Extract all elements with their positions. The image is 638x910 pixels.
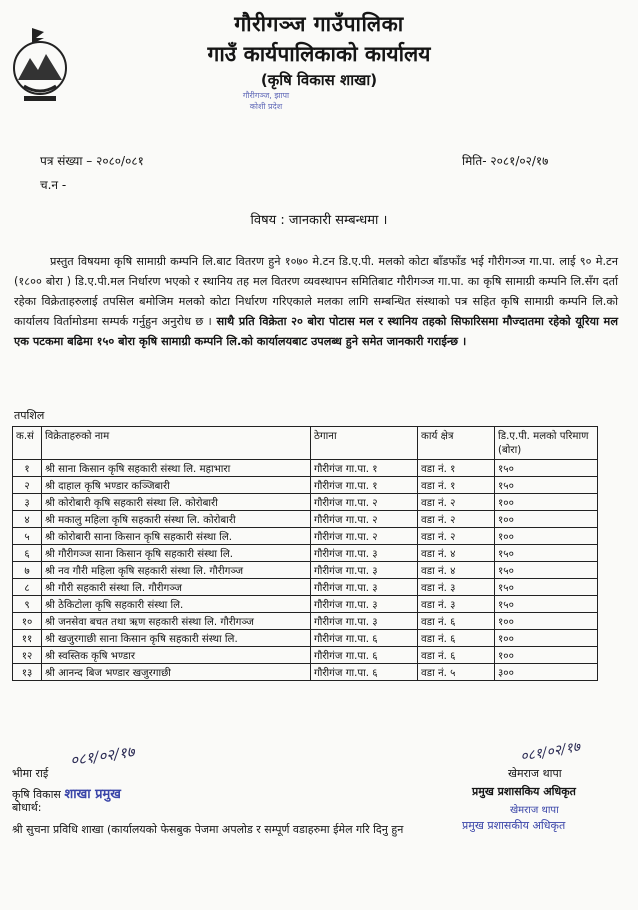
right-handwritten-date: ०८१/०२/१७ <box>519 738 582 766</box>
cell-ward: वडा नं. ६ <box>418 613 495 630</box>
col-dealer-name: विक्रेताहरुको नाम <box>42 427 311 460</box>
table-row <box>13 664 598 681</box>
right-signatory-name: खेमराज थापा <box>508 767 562 780</box>
cell-address: गौरीगंज गा.पा. ३ <box>311 545 418 562</box>
col-serial: क.सं <box>13 427 42 460</box>
letter-date: मिति- २०८१/०२/१७ <box>462 154 549 168</box>
cell-address: गौरीगंज गा.पा. ३ <box>311 613 418 630</box>
cell-ward: वडा नं. ३ <box>418 596 495 613</box>
cell-address: गौरीगंज गा.पा. २ <box>311 494 418 511</box>
cell-quantity: १५० <box>495 545 598 562</box>
table-header-row <box>13 427 598 460</box>
letter-body <box>14 252 618 352</box>
cell-ward: वडा नं. ५ <box>418 664 495 681</box>
table-row <box>13 460 598 477</box>
cell-dealer-name: श्री मकालु महिला कृषि सहकारी संस्था लि. कोरोबारी <box>42 511 311 528</box>
cell-address: गौरीगंज गा.पा. ३ <box>311 596 418 613</box>
left-handwritten-date: ०८१/०२/१७ <box>69 742 136 770</box>
cell-serial: ७ <box>13 562 42 579</box>
dispatch-number: च.न - <box>40 178 67 192</box>
cell-address: गौरीगंज गा.पा. १ <box>311 460 418 477</box>
cell-quantity: १५० <box>495 460 598 477</box>
cell-quantity: १०० <box>495 613 598 630</box>
right-stamp-title: प्रमुख प्रशासकीय अधिकृत <box>462 819 566 832</box>
cell-dealer-name: श्री खजुरगाछी साना किसान कृषि सहकारी संस्था लि. <box>42 630 311 647</box>
body-text: प्रस्तुत विषयमा कृषि सामाग्री कम्पनि लि.बाट वितरण हुने १०७० मे.टन डि.ए.पी. मलको कोटा बाँडफाँड भई गौरीगञ्ज गा.पा. लाई ९० मे.टन (१८०० बोरा ) डि.ए.पी.मल निर्धारण भएको र स्थानिय तह मल वितरण व्यवस्थापन समितिबाट गौरीगञ्ज गा.पा. का कृषि सामाग्री कम्पनि लि.सँग दर्ता रहेका विक्रेताहरुलाई तपसिल बमोजिम मलको कोटा निर्धारण गरिएकाले मलका लागि सम्बन्धित संस्थाको पत्र सहित कृषि सामाग्री कम्पनि लि.को कार्यालय विर्तामोडमा सम्पर्क गर्नुहुन अनुरोध छ । <box>14 255 618 328</box>
cell-quantity: १५० <box>495 596 598 613</box>
cell-ward: वडा नं. ४ <box>418 562 495 579</box>
cc-label: बोधार्थ: <box>12 801 42 814</box>
cell-serial: १३ <box>13 664 42 681</box>
cell-serial: ५ <box>13 528 42 545</box>
table-row <box>13 562 598 579</box>
col-address: ठेगाना <box>311 427 418 460</box>
stamp-line: गौरीगञ्ज, झापा <box>242 91 290 100</box>
dealer-table <box>12 426 598 681</box>
office-subtitle: गाउँ कार्यपालिकाको कार्यालय <box>207 42 431 66</box>
left-signatory-name: भीमा राई <box>12 767 49 780</box>
cell-serial: १२ <box>13 647 42 664</box>
cell-serial: १० <box>13 613 42 630</box>
office-stamp <box>216 90 316 138</box>
cell-address: गौरीगंज गा.पा. ६ <box>311 647 418 664</box>
table-row <box>13 494 598 511</box>
body-bold-text: साथै प्रति विक्रेता २० बोरा पोटास मल र स्थानिय तहको सिफारिसमा मौज्दातमा रहेको यूरिया मल एक पटकमा बढिमा १५० बोरा कृषि सामाग्री कम्पनि लि.को कार्यालयबाट उपलब्ध हुने समेत जानकारी गराईन्छ । <box>14 315 618 348</box>
cell-address: गौरीगंज गा.पा. १ <box>311 477 418 494</box>
cell-dealer-name: श्री ठेकिटोला कृषि सहकारी संस्था लि. <box>42 596 311 613</box>
cell-ward: वडा नं. ४ <box>418 545 495 562</box>
cell-ward: वडा नं. ६ <box>418 647 495 664</box>
table-row <box>13 511 598 528</box>
cell-dealer-name: श्री आनन्द बिज भण्डार खजुरगाछी <box>42 664 311 681</box>
subject-line: विषय : जानकारी सम्बन्धमा । <box>250 213 388 228</box>
cell-quantity: १०० <box>495 528 598 545</box>
cell-address: गौरीगंज गा.पा. २ <box>311 528 418 545</box>
table-row <box>13 647 598 664</box>
cell-ward: वडा नं. ६ <box>418 630 495 647</box>
table-row <box>13 579 598 596</box>
cell-serial: ९ <box>13 596 42 613</box>
table-row <box>13 545 598 562</box>
table-row <box>13 596 598 613</box>
cell-quantity: १५० <box>495 579 598 596</box>
cell-serial: १ <box>13 460 42 477</box>
stamp-line: कोशी प्रदेश <box>249 102 283 111</box>
cell-address: गौरीगंज गा.पा. ३ <box>311 579 418 596</box>
cell-ward: वडा नं. २ <box>418 528 495 545</box>
left-title-text: कृषि विकास <box>12 788 61 801</box>
cell-address: गौरीगंज गा.पा. २ <box>311 511 418 528</box>
cell-ward: वडा नं. ३ <box>418 579 495 596</box>
cell-quantity: १०० <box>495 511 598 528</box>
left-title-stamp: शाखा प्रमुख <box>64 787 121 802</box>
cell-quantity: १०० <box>495 630 598 647</box>
cell-address: गौरीगंज गा.पा. ३ <box>311 562 418 579</box>
cell-dealer-name: श्री स्वस्तिक कृषि भण्डार <box>42 647 311 664</box>
right-signatory-title: प्रमुख प्रशासकिय अधिकृत <box>472 785 576 798</box>
cell-ward: वडा नं. २ <box>418 494 495 511</box>
cell-serial: ८ <box>13 579 42 596</box>
letter-number: पत्र संख्या – २०८०/०८१ <box>40 154 144 168</box>
cell-dealer-name: श्री दाहाल कृषि भण्डार कञ्जिबारी <box>42 477 311 494</box>
cell-dealer-name: श्री कोरोबारी कृषि सहकारी संस्था लि. कोरोबारी <box>42 494 311 511</box>
cell-ward: वडा नं. १ <box>418 460 495 477</box>
cell-serial: ६ <box>13 545 42 562</box>
cell-dealer-name: श्री नव गौरी महिला कृषि सहकारी संस्था लि. गौरीगञ्ज <box>42 562 311 579</box>
cell-dealer-name: श्री साना किसान कृषि सहकारी संस्था लि. महाभारा <box>42 460 311 477</box>
col-quantity: डि.ए.पी. मलको परिमाण (बोरा) <box>495 427 598 460</box>
cell-quantity: १०० <box>495 647 598 664</box>
section-name: (कृषि विकास शाखा) <box>260 71 378 89</box>
cell-dealer-name: श्री गौरीगञ्ज साना किसान कृषि सहकारी संस्था लि. <box>42 545 311 562</box>
cell-quantity: १५० <box>495 562 598 579</box>
office-name: गौरीगञ्ज गाउँपालिका <box>234 12 404 36</box>
cell-quantity: १०० <box>495 494 598 511</box>
cell-serial: ३ <box>13 494 42 511</box>
cell-quantity: १५० <box>495 477 598 494</box>
right-stamp-name: खेमराज थापा <box>510 805 559 816</box>
table-row <box>13 477 598 494</box>
cell-dealer-name: श्री कोरोबारी साना किसान कृषि सहकारी संस्था लि. <box>42 528 311 545</box>
table-row <box>13 613 598 630</box>
cell-quantity: ३०० <box>495 664 598 681</box>
cell-address: गौरीगंज गा.पा. ६ <box>311 630 418 647</box>
cell-dealer-name: श्री गौरी सहकारी संस्था लि. गौरीगञ्ज <box>42 579 311 596</box>
table-row <box>13 528 598 545</box>
col-ward: कार्य क्षेत्र <box>418 427 495 460</box>
cell-serial: ११ <box>13 630 42 647</box>
details-label: तपशिल <box>14 409 45 422</box>
table-body <box>13 460 598 681</box>
cell-address: गौरीगंज गा.पा. ६ <box>311 664 418 681</box>
cell-dealer-name: श्री जनसेवा बचत तथा ऋण सहकारी संस्था लि. गौरीगञ्ज <box>42 613 311 630</box>
cell-serial: ४ <box>13 511 42 528</box>
table-row <box>13 630 598 647</box>
cc-text: श्री सुचना प्रविधि शाखा (कार्यालयको फेसबुक पेजमा अपलोड र सम्पूर्ण वडाहरुमा ईमेल गरि दिनु हुन <box>12 823 404 836</box>
cell-serial: २ <box>13 477 42 494</box>
cell-ward: वडा नं. २ <box>418 511 495 528</box>
cell-ward: वडा नं. १ <box>418 477 495 494</box>
